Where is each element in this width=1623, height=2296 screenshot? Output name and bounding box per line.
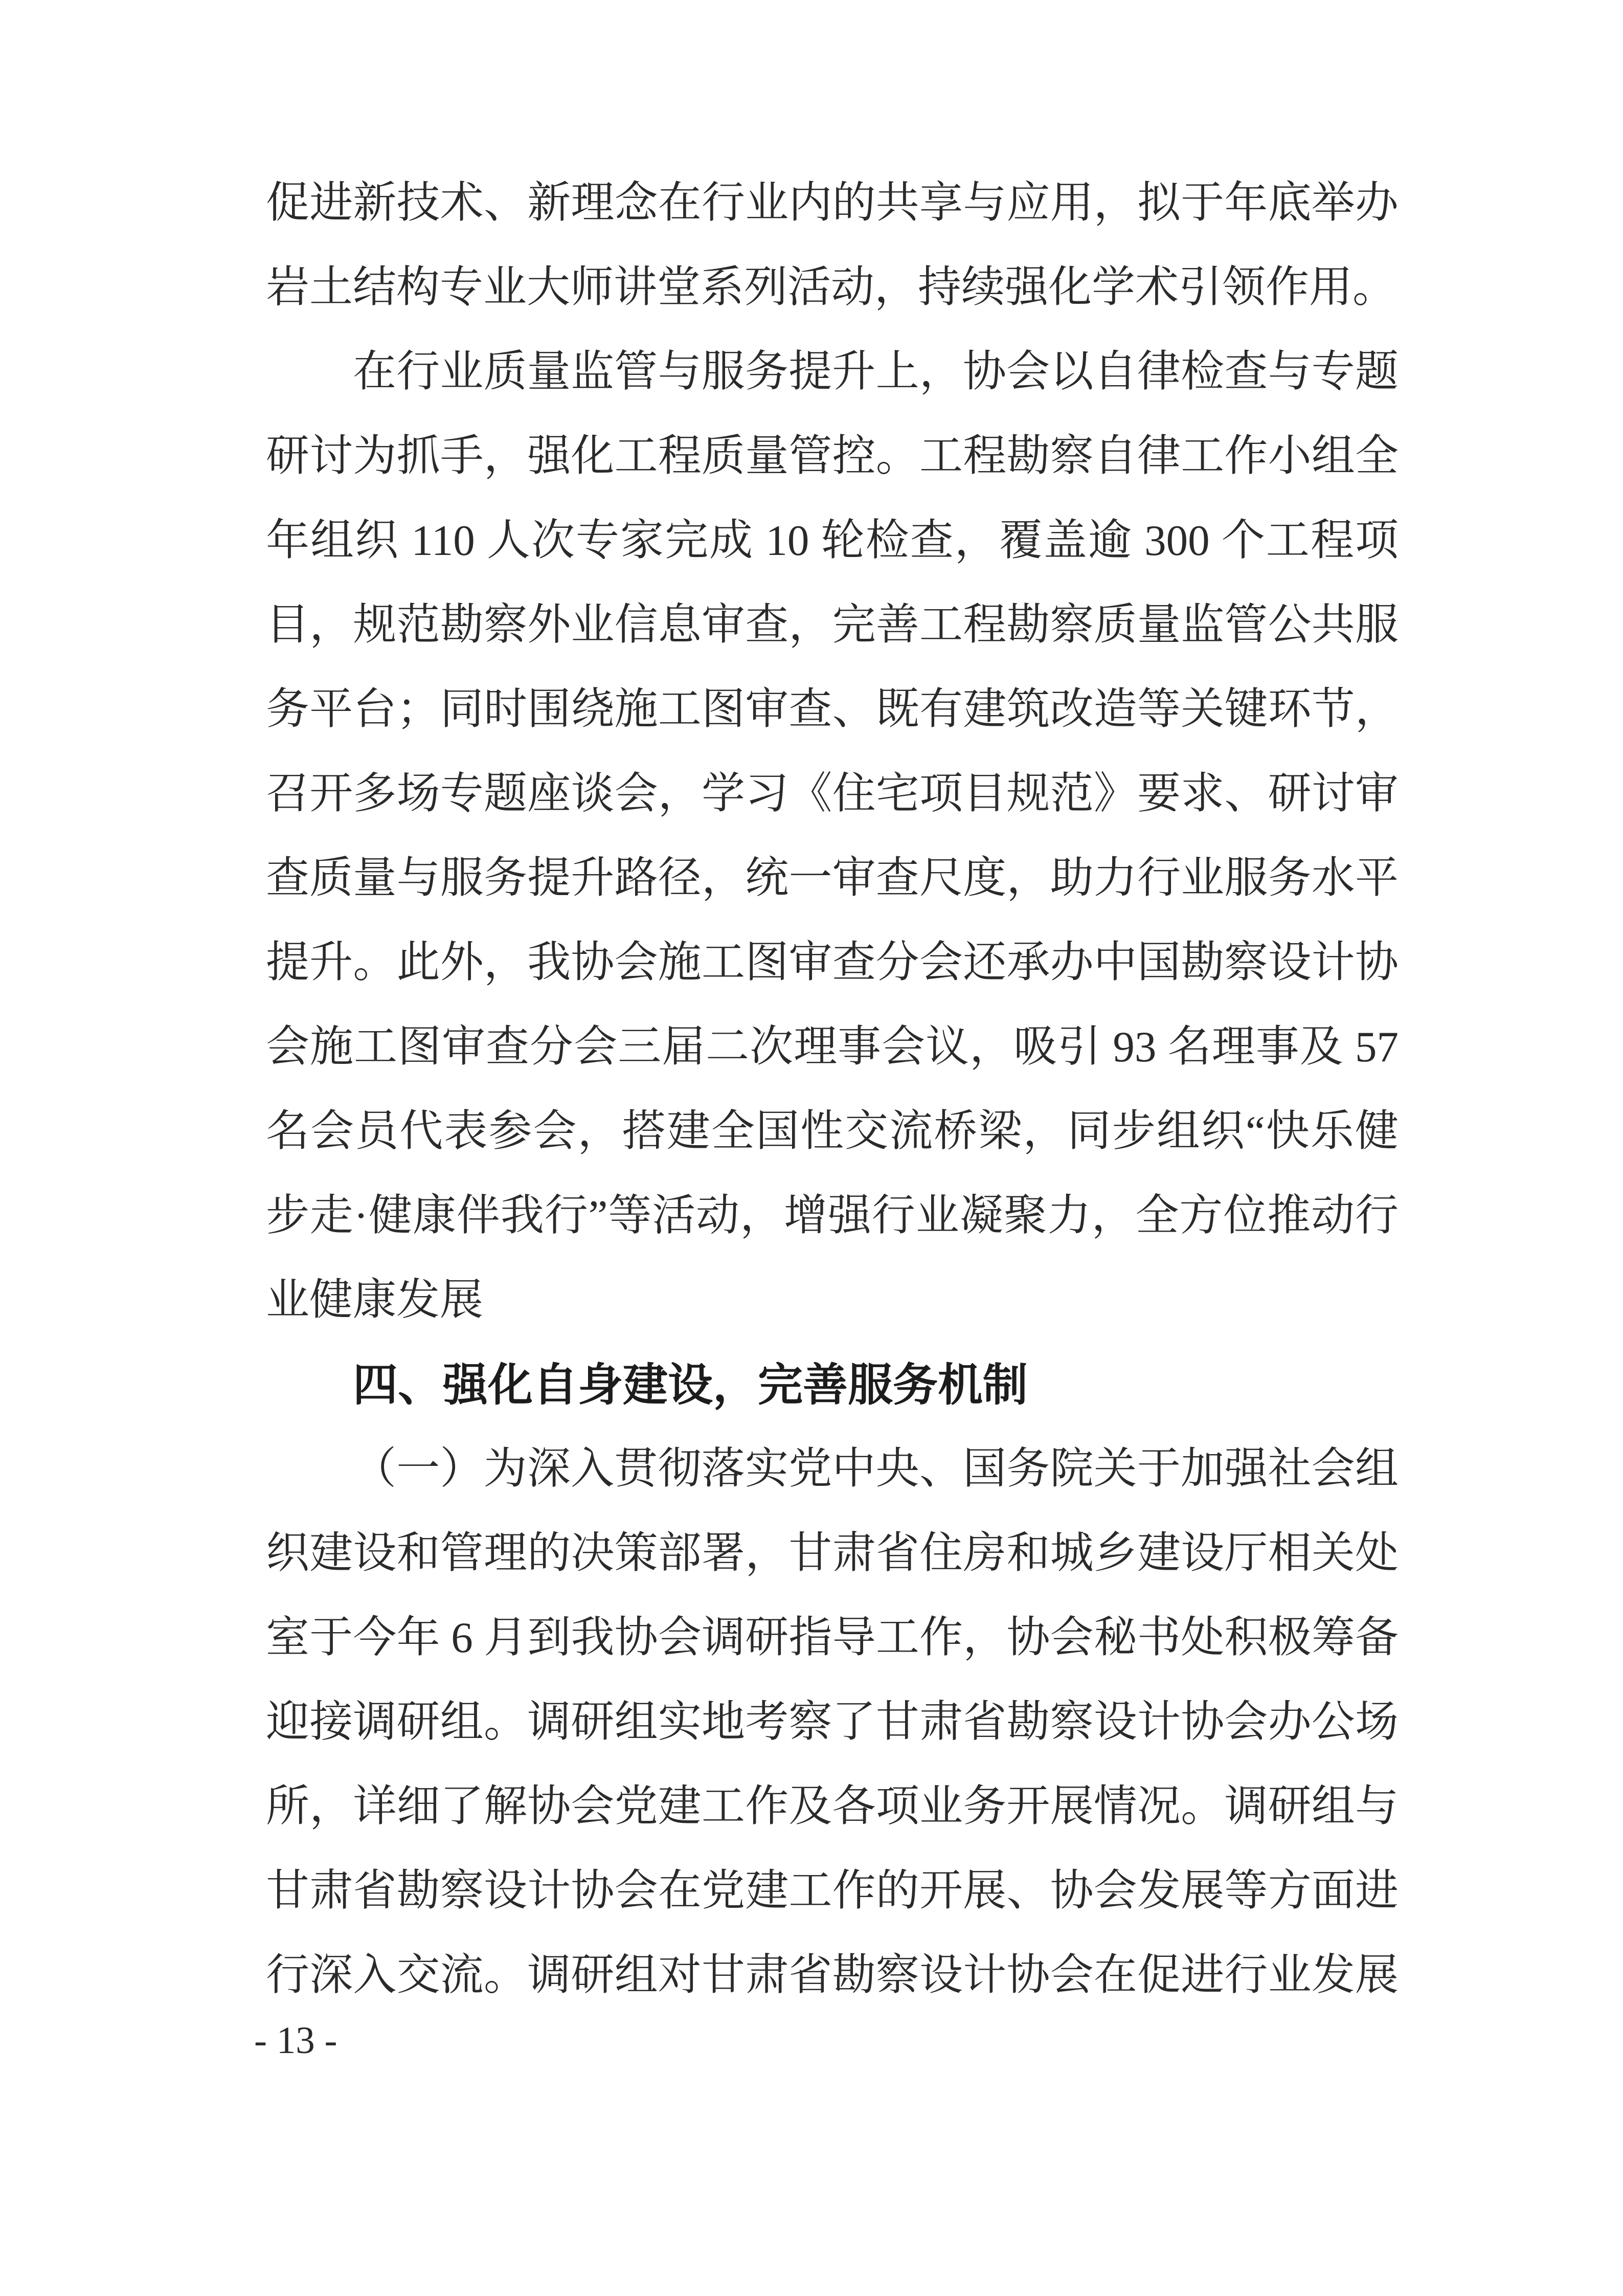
text-line: 召开多场专题座谈会，学习《住宅项目规范》要求、研讨审 <box>266 770 1399 818</box>
text-line: 在行业质量监管与服务提升上，协会以自律检查与专题 <box>353 348 1399 396</box>
text-line: （一）为深入贯彻落实党中央、国务院关于加强社会组 <box>353 1445 1399 1493</box>
text-line: 提升。此外，我协会施工图审查分会还承办中国勘察设计协 <box>266 939 1399 987</box>
document-body <box>266 161 1399 2018</box>
paragraph-quality-supervision <box>266 330 1399 1343</box>
text-line: 会施工图审查分会三届二次理事会议，吸引 93 名理事及 57 <box>266 1023 1399 1071</box>
text-line: 查质量与服务提升路径，统一审查尺度，助力行业服务水平 <box>266 854 1399 902</box>
text-line: 年组织 110 人次专家完成 10 轮检查，覆盖逾 300 个工程项 <box>266 517 1399 565</box>
text-line: 研讨为抓手，强化工程质量管控。工程勘察自律工作小组全 <box>266 432 1399 480</box>
paragraph-self-construction <box>266 1427 1399 2018</box>
text-line: 行深入交流。调研组对甘肃省勘察设计协会在促进行业发展 <box>266 1951 1399 1999</box>
text-line: 所，详细了解协会党建工作及各项业务开展情况。调研组与 <box>266 1782 1399 1831</box>
text-line: 促进新技术、新理念在行业内的共享与应用，拟于年底举办 <box>266 179 1399 227</box>
text-line: 迎接调研组。调研组实地考察了甘肃省勘察设计协会办公场 <box>266 1698 1399 1746</box>
text-line: 室于今年 6 月到我协会调研指导工作，协会秘书处积极筹备 <box>266 1614 1399 1662</box>
text-line: 岩土结构专业大师讲堂系列活动，持续强化学术引领作用。 <box>266 263 1396 311</box>
text-line: 务平台；同时围绕施工图审查、既有建筑改造等关键环节， <box>266 685 1399 733</box>
text-line: 名会员代表参会，搭建全国性交流桥梁，同步组织“快乐健 <box>266 1107 1399 1155</box>
text-line: 业健康发展 <box>266 1276 484 1324</box>
page-number: - 13 - <box>254 2019 337 2062</box>
text-line: 甘肃省勘察设计协会在党建工作的开展、协会发展等方面进 <box>266 1867 1399 1915</box>
paragraph-academic-continued <box>266 161 1399 330</box>
text-line: 织建设和管理的决策部署，甘肃省住房和城乡建设厅相关处 <box>266 1529 1399 1577</box>
text-line: 目，规范勘察外业信息审查，完善工程勘察质量监管公共服 <box>266 601 1399 649</box>
text-line: 步走·健康伴我行”等活动，增强行业凝聚力，全方位推动行 <box>266 1192 1399 1240</box>
heading-section-four <box>266 1343 1399 1427</box>
section-heading: 四、强化自身建设，完善服务机制 <box>353 1359 1028 1410</box>
